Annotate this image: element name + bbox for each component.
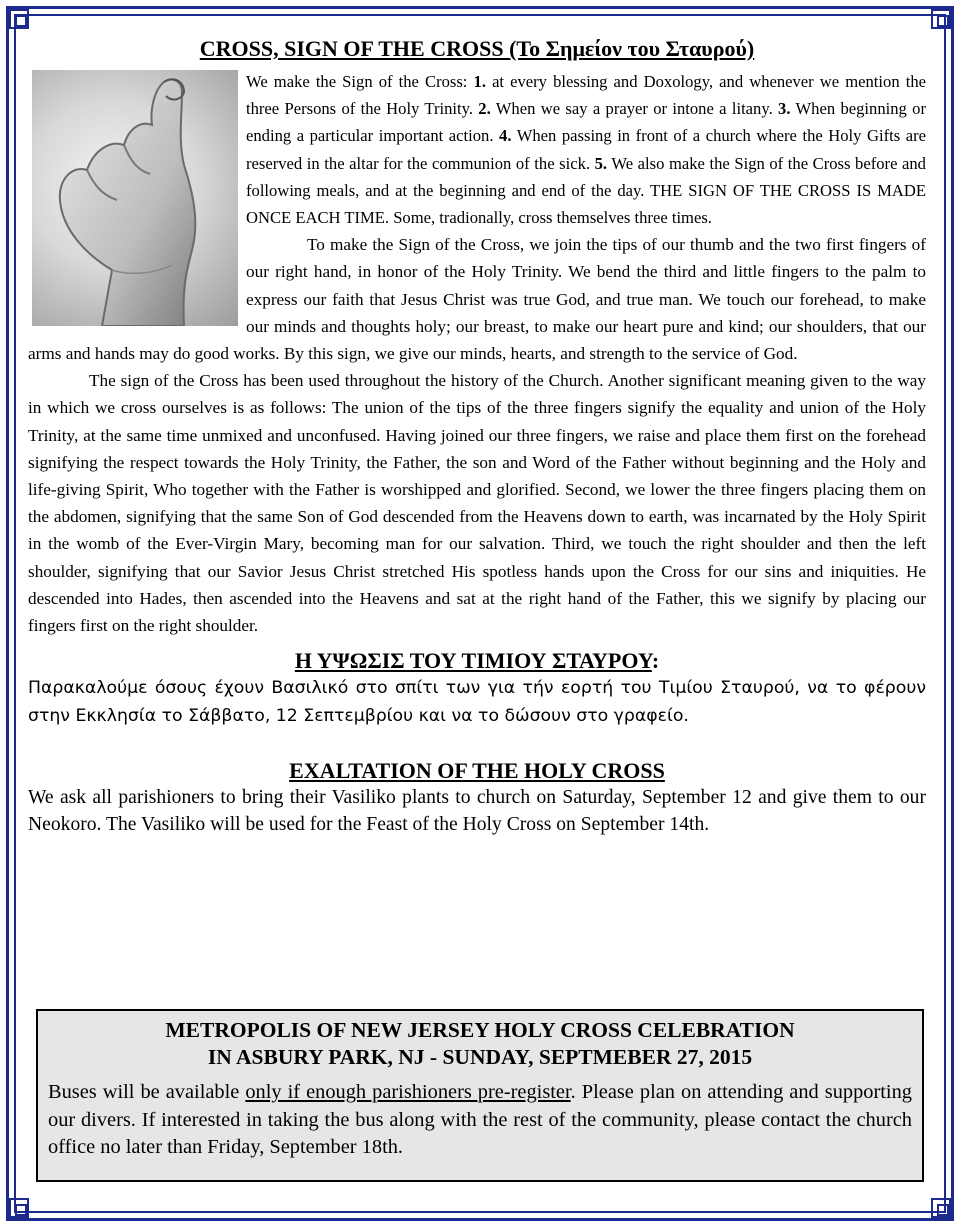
- greek-announcement-text: Παρακαλούμε όσους έχουν Βασιλικό στο σπίτι των για τήν εορτή του Τιμίου Σταυρού, να το φέρουν στην Εκκλησία το Σάββατο, 12 Σεπτεμβρίου και να το δώσουν στο γραφείο.: [28, 678, 926, 727]
- metropolis-title-line1: METROPOLIS OF NEW JERSEY HOLY CROSS CELEBRATION: [165, 1018, 795, 1042]
- metropolis-announcement-text: [48, 1079, 912, 1162]
- cross-section-title: CROSS, SIGN OF THE CROSS (Το Σημείον του Σταυρού): [199, 36, 755, 61]
- occasion-text: at every blessing and Doxology, and whenever we mention the three Persons of the Holy Trinity.: [246, 72, 926, 119]
- hand-illustration-icon: [32, 70, 238, 326]
- bus-text-before: Buses will be available: [48, 1081, 246, 1103]
- hand-sign-photo: [32, 70, 238, 326]
- bulletin-content: [28, 36, 926, 838]
- metropolis-title-line2: IN ASBURY PARK, NJ - SUNDAY, SEPTMEBER 27, 2015: [207, 1045, 753, 1069]
- exaltation-announcement-text: We ask all parishioners to bring their Vasiliko plants to church on Saturday, September 12 and give them to our Neokoro. The Vasiliko will be used for the Feast of the Holy Cross on September 14th.: [28, 787, 926, 836]
- occasion-text: When we say a prayer or intone a litany.: [490, 99, 779, 119]
- occasion-text: We also make the Sign of the Cross before and following meals, and at the beginning and end of the day. THE SIGN OF THE CROSS IS MADE ONCE EACH TIME. Some, tradionally, cross themselves three times.: [246, 153, 926, 228]
- occasion-text: We make the Sign of the Cross:: [246, 72, 474, 91]
- greek-section-title-colon: :: [651, 648, 660, 674]
- occasion-number: 1.: [473, 72, 486, 91]
- occasion-number: 5.: [594, 153, 608, 173]
- history-of-sign-paragraph: The sign of the Cross has been used throughout the history of the Church. Another significant meaning given to the way in which we cross ourselves is as follows: The union of the tips of the three fingers signify the equality and union of the Holy Trinity, at the same time unmixed and unconfused. Having joined our three fingers, we raise and place them first on the forehead signifying the respect towards the Holy Trinity, the Father, the son and Word of the Father without beginning and the Holy and life-giving Spirit, Who together with the Father is worshipped and glorified. Second, we lower the three fingers placing them on the abdomen, signifying that the same Son of God descended from the Heavens down to earth, was incarnated by the Holy Spirit in the womb of the Ever-Virgin Mary, becoming man for our salvation. Third, we touch the right shoulder and then the left shoulder, signifying that our Savior Jesus Christ stretched His spotless hands upon the Cross for our sins and iniquities. He descended into Hades, then ascended into the Heavens and sat at the right hand of the Father, this we signify by placing our fingers first on the right shoulder.: [28, 371, 926, 636]
- occasion-number: 4.: [499, 126, 512, 146]
- metropolis-celebration-box: [36, 1009, 924, 1182]
- exaltation-section-title: EXALTATION OF THE HOLY CROSS: [289, 758, 665, 784]
- bus-text-after: . Please plan on attending and supporting our divers. If interested in taking the bus along with the rest of the community, please contact the church office no later than Friday, September 18th.: [48, 1081, 912, 1158]
- occasion-text: When passing in front of a church where the Holy Gifts are reserved in the altar for the communion of the sick.: [246, 126, 926, 173]
- occasion-text: When beginning or ending a particular important action.: [246, 99, 926, 146]
- greek-section-title-text: Η ΥΨΩΣΙΣ ΤΟΥ ΤΙΜΙΟΥ ΣΤΑΥΡΟΥ: [294, 648, 652, 674]
- pre-register-condition: only if enough parishioners pre-register: [245, 1081, 571, 1103]
- occasion-number: 2.: [478, 99, 491, 119]
- cross-section-intro: [28, 68, 926, 231]
- occasion-number: 3.: [778, 99, 791, 119]
- how-to-make-sign-paragraph: To make the Sign of the Cross, we join the tips of our thumb and the two first fingers of our right hand, in honor of the Holy Trinity. We bend the third and little fingers to the palm to express our faith that Jesus Christ was true God, and true man. We touch our forehead, to make our minds and thoughts holy; our breast, to make our heart pure and kind; our shoulders, that our arms and hands may do good works. By this sign, we give our minds, hearts, and strength to the service of God.: [28, 235, 926, 364]
- greek-section-title: [28, 647, 926, 674]
